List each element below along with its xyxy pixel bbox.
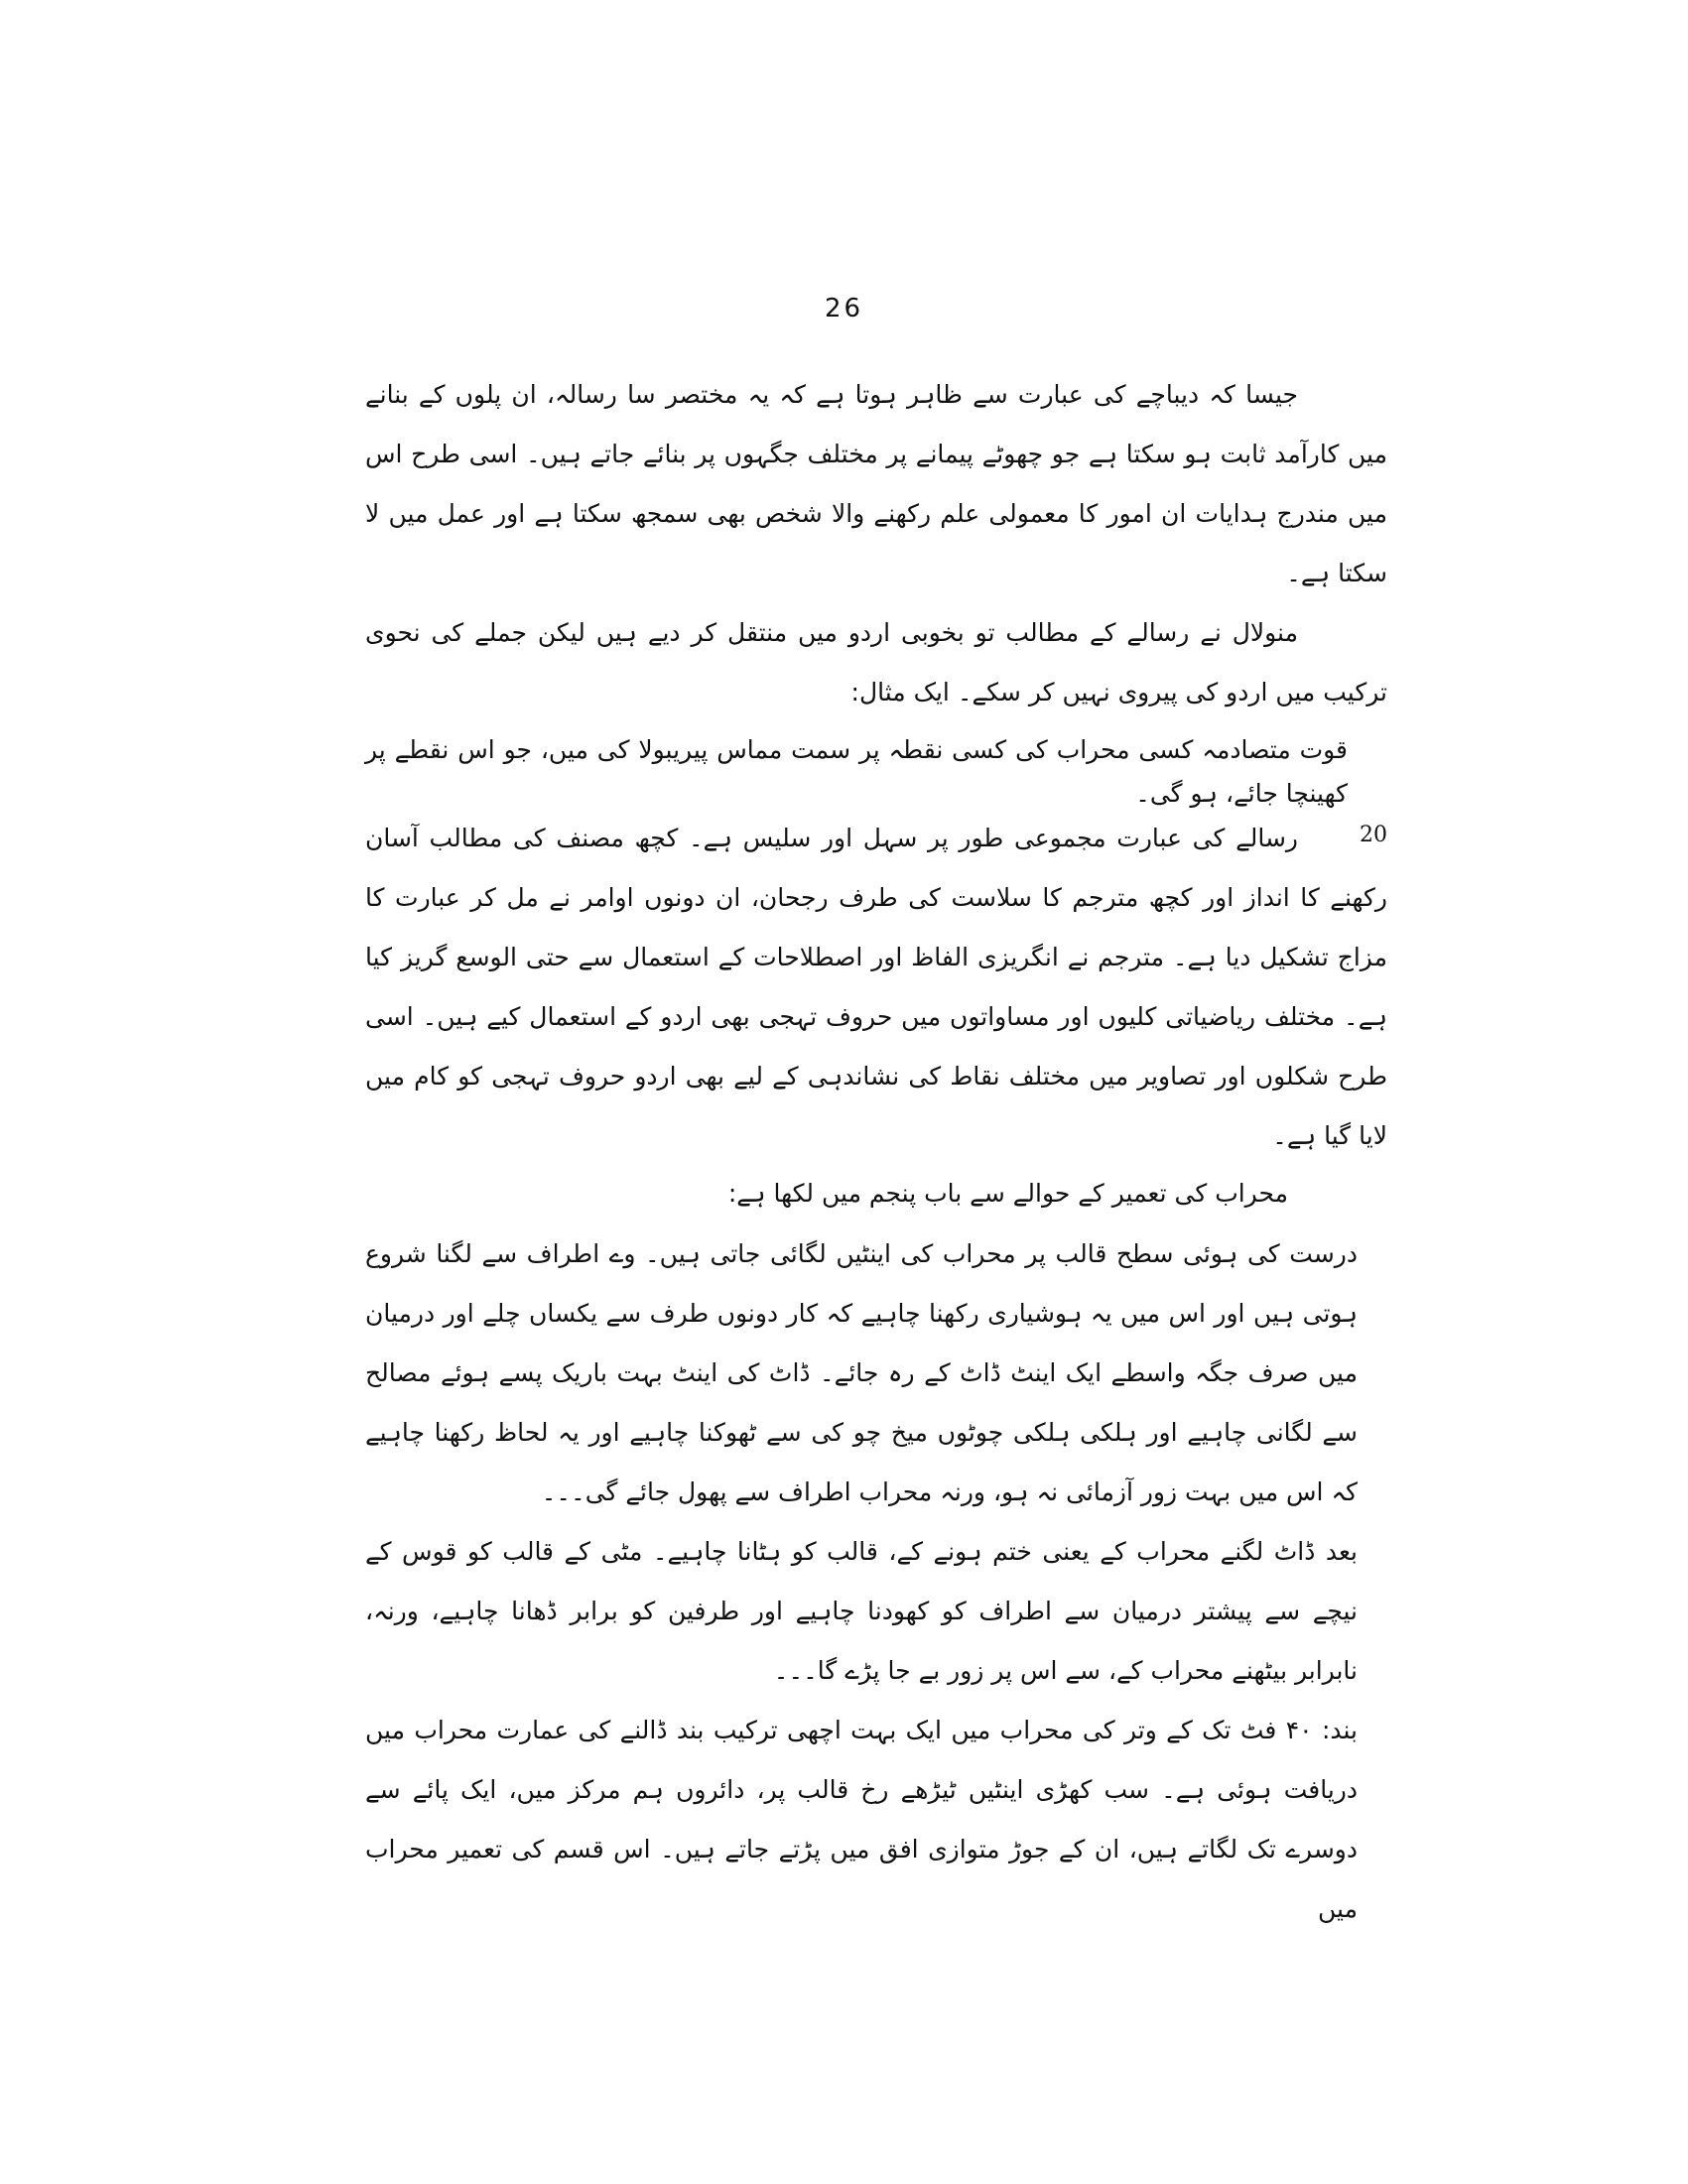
footnote-reference: 20: [1360, 823, 1387, 847]
quote-container: [365, 1224, 1358, 1939]
quote-arch-band: بند: ۴۰ فٹ تک کے وتر کی محراب میں ایک بہت اچھی ترکیب بند ڈالنے کی عمارت محراب میں دریافت ہوئی ہے۔ سب کھڑی اینٹیں ٹیڑھے رخ قالب پر، دائروں ہم مرکز میں، ایک پائے سے دوسرے تک لگاتے ہیں، ان کے جوڑ متوازی افق میں پڑتے جاتے ہیں۔ اس قسم کی تعمیر محراب میں: [365, 1716, 1359, 1923]
quotes-section: [365, 1163, 1387, 1939]
paragraph-style: رسالے کی عبارت مجموعی طور پر سہل اور سلیس ہے۔ کچھ مصنف کی مطالب آسان رکھنے کا انداز اور کچھ مترجم کا سلاست کی طرف رجحان، ان دونوں اوامر نے مل کر عبارت کا مزاج تشکیل دیا ہے۔ مترجم نے انگریزی الفاظ اور اصطلاحات کے استعمال سے حتی الوسع گریز کیا ہے۔ مختلف ریاضیاتی کلیوں اور مساواتوں میں حروف تہجی بھی اردو کے استعمال کیے ہیں۔ اسی طرح شکلوں اور تصاویر میں مختلف نقاط کی نشاندہی کے لیے بھی اردو حروف تہجی کو کام میں لایا گیا ہے۔: [365, 824, 1387, 1150]
quote-arch-bricks: درست کی ہوئی سطح قالب پر محراب کی اینٹیں لگائی جاتی ہیں۔ وے اطراف سے لگنا شروع ہوتی ہیں اور اس میں یہ ہوشیاری رکھنا چاہیے کہ کار دونوں طرف سے یکساں چلے اور درمیان میں صرف جگہ واسطے ایک اینٹ ڈاٹ کے رہ جائے۔ ڈاٹ کی اینٹ بہت باریک پسے ہوئے مصالح سے لگانی چاہیے اور ہلکی ہلکی چوٹوں میخ چو کی سے ٹھوکنا چاہیے اور یہ لحاظ رکھنا چاہیے کہ اس میں بہت زور آزمائی نہ ہو، ورنہ محراب اطراف سے پھول جائے گی۔۔۔: [365, 1239, 1358, 1506]
quote-heading: محراب کی تعمیر کے حوالے سے باب پنجم میں لکھا ہے:: [727, 1179, 1288, 1208]
paragraph-intro: جیسا کہ دیباچے کی عبارت سے ظاہر ہوتا ہے کہ یہ مختصر سا رسالہ، ان پلوں کے بنانے میں کارآمد ثابت ہو سکتا ہے جو چھوٹے پیمانے پر مختلف جگہوں پر بنائے جاتے ہیں۔ اسی طرح اس میں مندرج ہدایات ان امور کا معمولی علم رکھنے والا شخص بھی سمجھ سکتا ہے اور عمل میں لا سکتا ہے۔: [365, 380, 1387, 587]
intro-section: [365, 365, 1387, 855]
page-number: 26: [824, 294, 864, 323]
example-quote: قوت متصادمہ کسی محراب کی کسی نقطہ پر سمت مماس پیریبولا کی میں، جو اس نقطے پر کھینچا جائے، ہو گی۔: [365, 735, 1348, 808]
paragraph-translation-note: منولال نے رسالے کے مطالب تو بخوبی اردو میں منتقل کر دیے ہیں لیکن جملے کی نحوی ترکیب میں اردو کی پیروی نہیں کر سکے۔ ایک مثال:: [365, 618, 1387, 707]
quote-arch-mould: بعد ڈاٹ لگنے محراب کے یعنی ختم ہونے کے، قالب کو ہٹانا چاہیے۔ مٹی کے قالب کو قوس کے نیچے سے پیشتر درمیان سے اطراف کو کھودنا چاہیے اور طرفین کو برابر ڈھانا چاہیے، ورنہ، نابرابر بیٹھنے محراب کے، سے اس پر زور بے جا پڑے گا۔۔۔: [365, 1537, 1358, 1685]
body-section: [365, 809, 1387, 1166]
